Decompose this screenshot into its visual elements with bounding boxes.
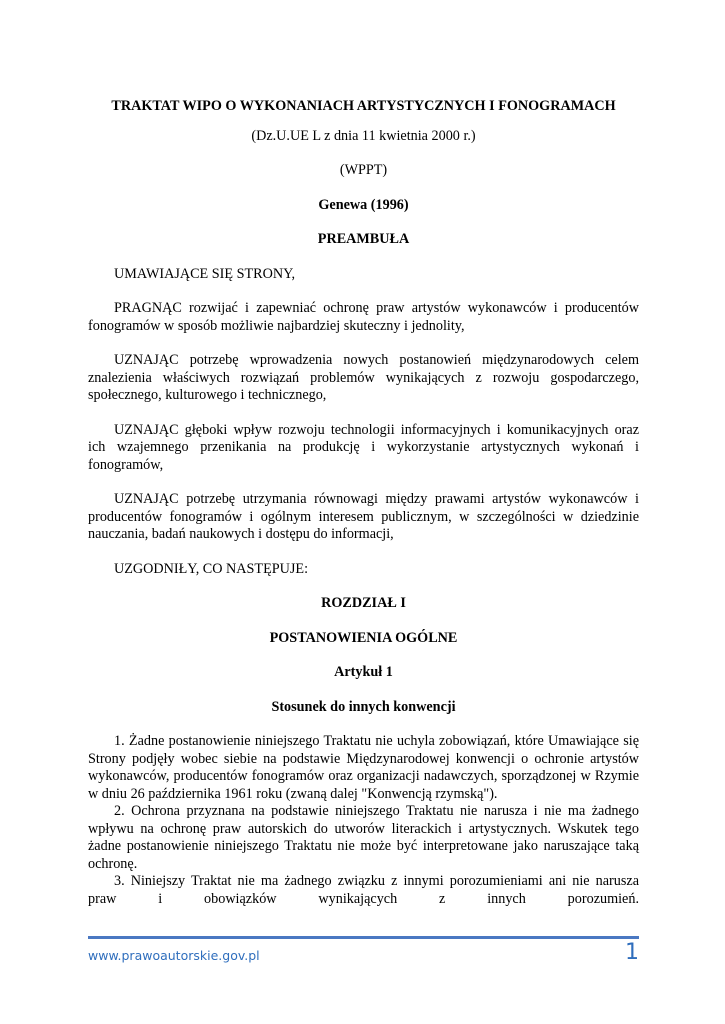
article-title: Stosunek do innych konwencji: [271, 698, 456, 715]
article-clause: 2. Ochrona przyznana na podstawie niniejszego Traktatu nie narusza i nie ma żadnego wpływu na ochronę praw autorskich do utworów literackich i artystycznych. Wskutek tego żadne postanowienie niniejszego Traktatu nie może być interpretowane jako naruszające taką ochronę.: [88, 803, 639, 872]
document-title: TRAKTAT WIPO O WYKONANIACH ARTYSTYCZNYCH I FONOGRAMACH: [111, 98, 616, 114]
preamble-agreed: UZGODNIŁY, CO NASTĘPUJE:: [114, 560, 309, 577]
preamble-paragraph: UZNAJĄC potrzebę utrzymania równowagi między prawami artystów wykonawców i producentów fonogramów i ogólnym interesem publicznym, w szczególności w dziedzinie nauczania, badań naukowych i dostępu do informacji,: [88, 491, 639, 542]
abbreviation: (WPPT): [339, 162, 388, 178]
publication-reference: (Dz.U.UE L z dnia 11 kwietnia 2000 r.): [251, 127, 476, 144]
footer-divider: [88, 936, 639, 939]
article-clause: 1. Żadne postanowienie niniejszego Traktatu nie uchyla zobowiązań, które Umawiające się Strony podjęły wobec siebie na podstawie Międzynarodowej konwencji o ochronie artystów wykonawców, producentów fonogramów oraz organizacji nadawczych, sporządzonej w Rzymie w dniu 26 października 1961 roku (zwaną dalej "Konwencją rzymską").: [88, 733, 639, 802]
preamble-parties: UMAWIAJĄCE SIĘ STRONY,: [114, 265, 296, 282]
preamble-paragraph: UZNAJĄC potrzebę wprowadzenia nowych postanowień międzynarodowych celem znalezienia właściwych rozwiązań problemów wynikających z rozwoju gospodarczego, społecznego, kulturowego i technicznego,: [88, 352, 639, 403]
chapter-number: ROZDZIAŁ I: [321, 595, 406, 611]
preamble-paragraph: UZNAJĄC głęboki wpływ rozwoju technologii informacyjnych i komunikacyjnych oraz ich wzajemnego przenikania na produkcję i wykorzystanie artystycznych wykonań i fonogramów,: [88, 421, 639, 473]
page-number: 1: [625, 940, 639, 965]
footer-website-link[interactable]: www.prawoautorskie.gov.pl: [88, 948, 260, 963]
article-clause: 3. Niniejszy Traktat nie ma żadnego związku z innymi porozumieniami ani nie narusza praw i obowiązków wynikających z innych porozumień.: [88, 873, 639, 907]
preamble-paragraph: PRAGNĄC rozwijać i zapewniać ochronę praw artystów wykonawców i producentów fonogramów w sposób możliwie najbardziej skuteczny i jednolity,: [88, 300, 639, 334]
chapter-title: POSTANOWIENIA OGÓLNE: [269, 629, 458, 646]
article-number: Artykuł 1: [334, 664, 393, 680]
document-body: [88, 98, 639, 908]
article-clauses: [88, 733, 639, 908]
place-year: Genewa (1996): [318, 196, 409, 213]
preamble-heading: PREAMBUŁA: [317, 231, 410, 247]
